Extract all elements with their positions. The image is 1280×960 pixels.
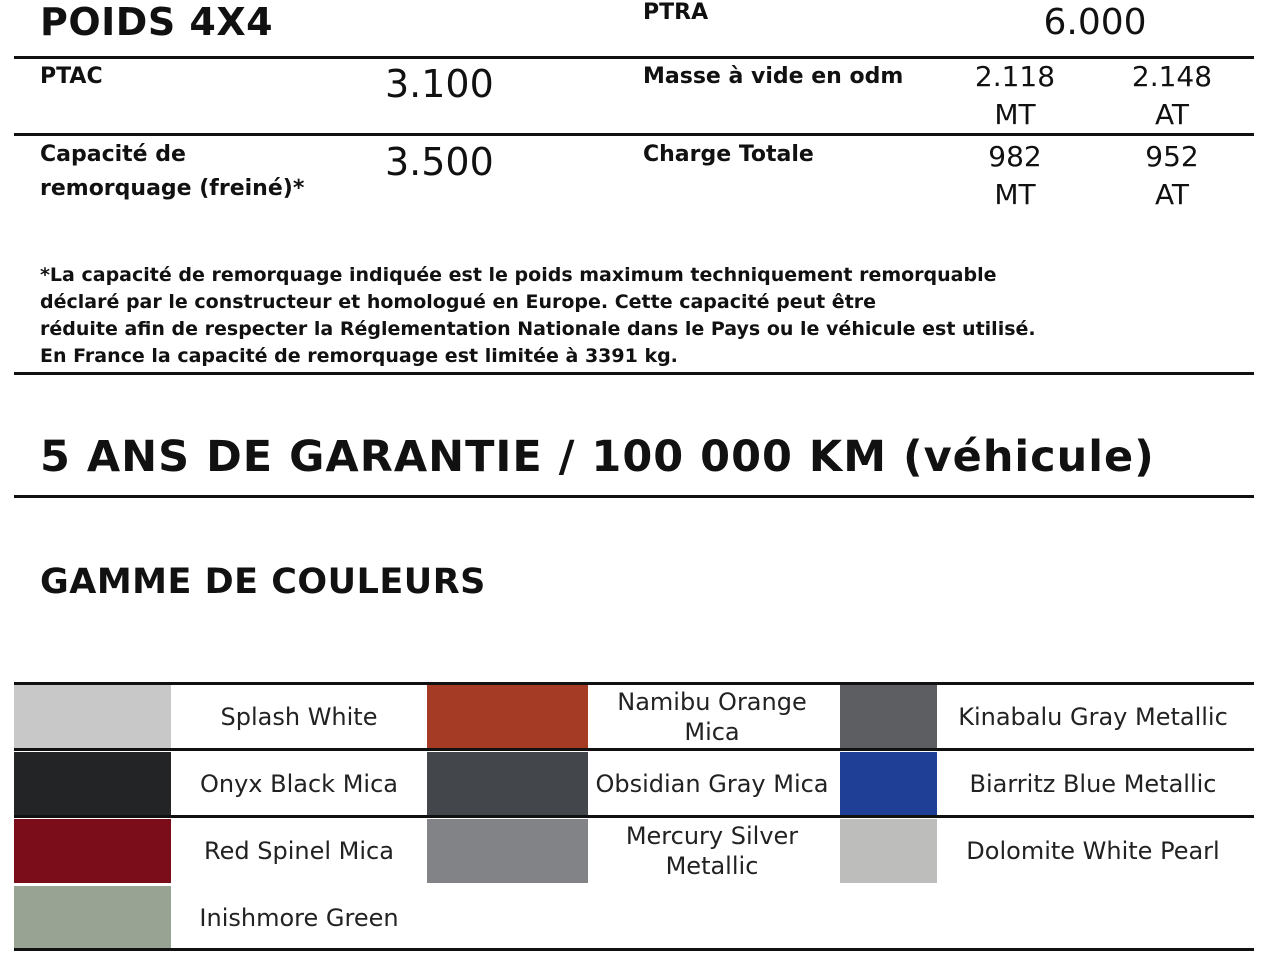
towing-footnote (40, 262, 1240, 370)
color-swatch (14, 886, 171, 950)
color-swatch (840, 752, 937, 816)
color-swatch (14, 819, 171, 883)
mass-label: Masse à vide en odm (643, 64, 904, 89)
footnote-line: *La capacité de remorquage indiquée est le poids maximum techniquement remorquable (40, 264, 997, 286)
color-swatch (840, 819, 937, 883)
colors-title: GAMME DE COULEURS (40, 562, 486, 602)
towing-capacity-value: 3.500 (385, 140, 494, 184)
mass-at-cell (1107, 58, 1237, 134)
charge-at-value: 952 (1145, 140, 1199, 173)
warranty-heading: 5 ANS DE GARANTIE / 100 000 KM (véhicule) (40, 432, 1155, 482)
color-row (14, 883, 1254, 947)
divider (14, 133, 1254, 136)
color-name: Onyx Black Mica (200, 770, 398, 798)
mass-mt-value: 2.118 (974, 60, 1056, 93)
color-name: Mercury Silver Metallic (625, 822, 799, 880)
footnote-line: déclaré par le constructeur et homologué en Europe. Cette capacité peut être (40, 291, 877, 313)
charge-mt-unit: MT (994, 178, 1036, 211)
color-name: Inishmore Green (199, 904, 399, 932)
color-name: Kinabalu Gray Metallic (958, 703, 1228, 731)
towing-capacity-label: Capacité de remorquage (freiné)* (40, 142, 305, 201)
charge-mt-value: 982 (988, 140, 1042, 173)
color-name: Obsidian Gray Mica (595, 770, 829, 798)
charge-at-unit: AT (1154, 178, 1190, 211)
footnote-line: En France la capacité de remorquage est limitée à 3391 kg. (40, 345, 678, 367)
mass-at-unit: AT (1154, 98, 1190, 131)
mass-mt-cell (950, 58, 1080, 134)
charge-mt-cell (950, 138, 1080, 214)
color-row (14, 816, 1254, 880)
color-swatch (427, 752, 588, 816)
mass-mt-unit: MT (994, 98, 1036, 131)
color-name: Red Spinel Mica (204, 837, 394, 865)
color-row (14, 682, 1254, 746)
charge-label: Charge Totale (643, 142, 814, 167)
ptac-value: 3.100 (385, 62, 494, 106)
charge-at-cell (1107, 138, 1237, 214)
divider (14, 372, 1254, 375)
color-name: Dolomite White Pearl (966, 837, 1220, 865)
color-row (14, 749, 1254, 813)
color-swatch (427, 819, 588, 883)
color-swatch (14, 685, 171, 749)
color-swatch (840, 685, 937, 749)
divider (14, 495, 1254, 498)
color-swatch (14, 752, 171, 816)
grid-divider (14, 948, 1254, 951)
color-name: Splash White (220, 703, 378, 731)
color-swatch (427, 685, 588, 749)
footnote-line: réduite afin de respecter la Réglementation Nationale dans le Pays ou le véhicule est utilisé. (40, 318, 1036, 340)
ptra-value: 6.000 (1043, 2, 1147, 43)
mass-at-value: 2.148 (1131, 60, 1213, 93)
color-name: Namibu Orange Mica (617, 688, 807, 746)
color-name: Biarritz Blue Metallic (969, 770, 1217, 798)
ptra-label: PTRA (643, 0, 709, 25)
ptac-label: PTAC (40, 64, 103, 89)
weights-title: POIDS 4X4 (40, 0, 274, 44)
